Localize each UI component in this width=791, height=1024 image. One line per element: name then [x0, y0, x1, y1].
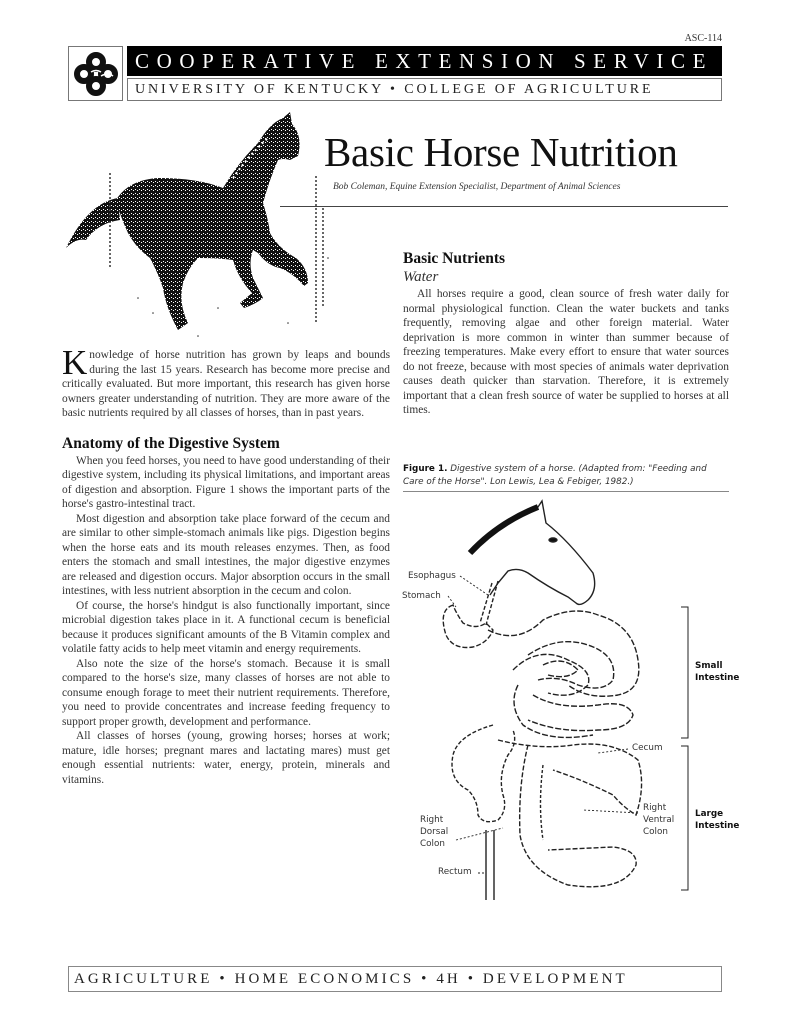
right-dorsal-colon-outline	[452, 725, 515, 822]
body-paragraph: When you feed horses, you need to have good understanding of their digestive system, including its physical limitations, and important areas of digestion and absorption. Figure 1 shows the important parts of the horse's gastro-intestinal tract.	[62, 454, 390, 510]
horse-tail	[66, 198, 120, 248]
rectum-outline	[486, 830, 494, 900]
body-paragraph: Most digestion and absorption take place forward of the cecum and are similar to other simple-stomach animals like pigs. Digestion begins when the horse eats and its mouth releases enzymes. Then, as food enters the stomach and small intestines, the major digestive enzymes are released and digestion occurs. Major absorption occurs in the small intestines, with less nutrient absorption in the cecum and colon.	[62, 512, 390, 597]
body-paragraph: Of course, the horse's hindgut is also functionally important, since microbial digestion takes place in it. A functional cecum is beneficial because it produces significant amounts of the B Vitamin complex and volatile fatty acids to help meet vitamin and energy requirements.	[62, 599, 390, 655]
digestive-system-figure	[398, 495, 743, 900]
masthead-subtitle: UNIVERSITY OF KENTUCKY • COLLEGE OF AGRICULTURE	[127, 78, 722, 101]
stomach-outline	[443, 605, 493, 648]
body-paragraph: All classes of horses (young, growing horses; horses at work; mature, idle horses; pregnant mares and lactating mares) must get enough essential nutrients: water, energy, protein, minerals and vitamins.	[62, 730, 390, 786]
publication-code: ASC-114	[684, 33, 722, 44]
label-rectum: Rectum	[438, 867, 472, 877]
left-column	[62, 343, 390, 787]
intro-paragraph	[62, 343, 390, 421]
label-right-ventral-3: Colon	[643, 827, 668, 837]
body-paragraph: Also note the size of the horse's stomach. Because it is small compared to the horse's size, many classes of horses are not able to consume enough forage to meet their nutrient requirements. Therefore, you need to provide concentrates and increase feeding frequency to support proper growth, development and performance.	[62, 657, 390, 728]
large-intestine-bracket	[681, 746, 688, 890]
label-right-dorsal-1: Right	[420, 815, 444, 825]
document-title: Basic Horse Nutrition	[324, 129, 678, 175]
body-paragraph: All horses require a good, clean source of fresh water daily for normal physiological function. Clean the water buckets and tanks frequently, removing algae and other foreign material. Water deprivation is more common in winter than summer because of freezing temperatures. Make every effort to ensure that water sources do not freeze, because with most species of animals water deprivation causes death quicker than starvation. Therefore, it is extremely important that a clean fresh source of water be supplied to horses at all times.	[403, 288, 729, 416]
label-small-intestine-2: Intestine	[695, 673, 740, 683]
title-divider	[280, 206, 728, 207]
right-column	[403, 250, 729, 418]
digestive-system-diagram	[398, 495, 743, 900]
drop-cap: K	[62, 343, 88, 382]
label-small-intestine-1: Small	[695, 661, 723, 671]
section-heading-anatomy: Anatomy of the Digestive System	[62, 434, 280, 452]
masthead	[68, 46, 722, 101]
small-intestine-outline	[488, 611, 639, 737]
author-byline: Bob Coleman, Equine Extension Specialist, Department of Animal Sciences	[333, 182, 621, 192]
subsection-heading-water: Water	[403, 269, 439, 285]
footer-program-areas: AGRICULTURE • HOME ECONOMICS • 4H • DEVELOPMENT	[68, 966, 722, 992]
label-right-dorsal-3: Colon	[420, 839, 445, 849]
label-large-intestine-1: Large	[695, 809, 724, 819]
label-right-dorsal-2: Dorsal	[420, 827, 449, 837]
figure-caption	[403, 463, 729, 492]
label-right-ventral-2: Ventral	[643, 815, 675, 825]
galloping-horse-illustration	[58, 108, 343, 340]
figure-label: Figure 1.	[403, 464, 448, 474]
right-ventral-colon-outline	[520, 745, 636, 887]
extension-logo	[68, 46, 123, 101]
label-stomach: Stomach	[402, 591, 441, 601]
intro-text: nowledge of horse nutrition has grown by leaps and bounds during the last 15 years. Research has become more precise and critically evaluated. But more important, this research has given horse owners greater understanding of nutrition. They are more aware of the basic nutrients required by all classes of horses, than in past years.	[62, 349, 390, 419]
label-large-intestine-2: Intestine	[695, 821, 740, 831]
small-intestine-bracket	[681, 607, 688, 738]
masthead-title: COOPERATIVE EXTENSION SERVICE	[127, 46, 722, 76]
label-right-ventral-1: Right	[643, 803, 667, 813]
horse-head-outline	[470, 501, 595, 604]
knot-logo-icon	[73, 51, 119, 97]
figure-caption-text: Digestive system of a horse. (Adapted from: "Feeding and Care of the Horse". Lon Lewis, Lea & Febiger, 1982.)	[403, 464, 707, 487]
label-cecum: Cecum	[632, 743, 663, 753]
horse-body	[116, 112, 308, 330]
label-esophagus: Esophagus	[408, 571, 456, 581]
section-heading-basic-nutrients: Basic Nutrients	[403, 250, 506, 267]
